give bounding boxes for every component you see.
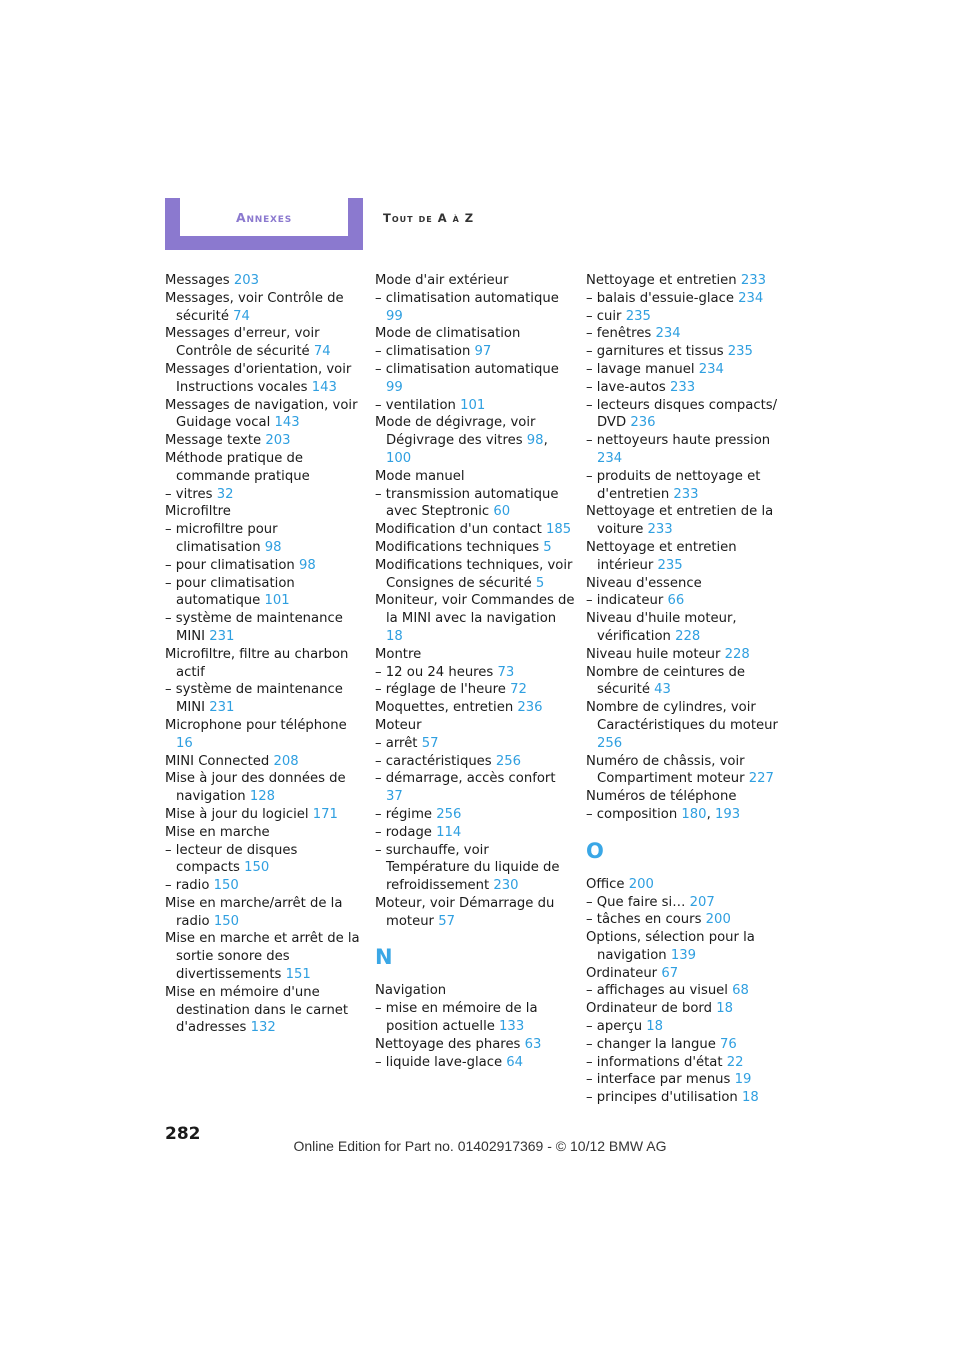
- page-link[interactable]: 18: [386, 628, 403, 644]
- page-link[interactable]: 236: [630, 415, 656, 431]
- index-entry-text: Mise à jour du logiciel: [165, 806, 309, 822]
- page-link[interactable]: 228: [724, 646, 750, 662]
- index-entry-text: Microfiltre: [165, 504, 231, 520]
- index-entry-text: Navigation: [375, 983, 447, 999]
- index-entry: [586, 272, 786, 290]
- index-entry-text: – système de maintenance MINI: [165, 682, 343, 716]
- index-entry-text: – système de maintenance MINI: [165, 611, 343, 644]
- page-link[interactable]: 139: [670, 947, 696, 963]
- page-link[interactable]: 235: [657, 557, 683, 573]
- page-link[interactable]: 256: [436, 806, 462, 822]
- index-entry: [165, 450, 365, 486]
- index-entry-text: – informations d'état: [586, 1054, 723, 1070]
- index-entry-text: – balais d'essuie-glace: [586, 290, 734, 306]
- index-entry-text: Modifications techniques, voir Consignes de sécurité: [375, 557, 573, 591]
- index-entry: [375, 681, 575, 699]
- index-entry-text: Mise en mémoire d'une destination dans le carnet d'adresses: [165, 984, 349, 1036]
- index-entry: [586, 788, 786, 806]
- page-link[interactable]: 57: [438, 913, 455, 929]
- index-entry-text: Niveau d'essence: [586, 575, 702, 591]
- page-link[interactable]: 235: [727, 344, 753, 360]
- index-entry: [586, 308, 786, 326]
- page-link[interactable]: 64: [506, 1054, 524, 1070]
- index-entry-text: – vitres: [165, 486, 213, 502]
- page-link[interactable]: 19: [734, 1072, 752, 1088]
- index-entry-text: Mise à jour des données de navigation: [165, 771, 346, 805]
- index-entry: [586, 876, 786, 894]
- index-entry: [165, 824, 365, 842]
- index-entry: [375, 699, 575, 717]
- index-letter-heading: N: [375, 945, 393, 970]
- index-entry-text: – rodage: [375, 824, 432, 840]
- index-entry-text: Mise en marche: [165, 824, 270, 840]
- index-entry-text: Méthode pratique de commande pratique: [165, 450, 310, 484]
- index-entry-text: – caractéristiques: [375, 753, 492, 769]
- index-entry-text: Niveau d'huile moteur, vérification: [586, 611, 737, 644]
- index-entry-text: – affichages au visuel: [586, 983, 728, 999]
- index-entry-text: Mise en marche et arrêt de la sortie sonore des divertissements: [165, 931, 360, 983]
- index-entry-text: Moteur, voir Démarrage du moteur: [375, 895, 555, 929]
- page-link[interactable]: 228: [675, 628, 701, 644]
- index-entry-text: – surchauffe, voir Température du liquide de refroidissement: [375, 842, 560, 894]
- page-link[interactable]: 74: [233, 308, 250, 324]
- index-entry-text: – tâches en cours: [586, 912, 702, 928]
- page-link[interactable]: 193: [714, 806, 741, 822]
- page-link[interactable]: 233: [669, 379, 696, 395]
- index-entry: [375, 735, 575, 753]
- index-entry: [586, 911, 786, 929]
- page-link[interactable]: 98: [298, 557, 316, 573]
- index-entry-text: – climatisation automatique: [375, 361, 559, 377]
- index-entry-text: Options, sélection pour la navigation: [586, 930, 755, 963]
- page-link[interactable]: 32: [216, 486, 234, 502]
- index-entry: [165, 930, 365, 983]
- index-entry-text: – réglage de l'heure: [375, 682, 506, 698]
- index-entry: [165, 895, 365, 931]
- index-entry: [375, 272, 575, 290]
- index-entry: [165, 272, 365, 290]
- page-link[interactable]: 99: [386, 379, 403, 395]
- index-entry-text: – lecteurs disques compacts/ DVD: [586, 397, 778, 431]
- index-entry: [586, 1018, 786, 1036]
- page-link[interactable]: 231: [209, 700, 235, 716]
- index-entry: [375, 539, 575, 557]
- index-entry: [375, 895, 575, 931]
- page-link[interactable]: 236: [517, 700, 543, 716]
- index-entry-text: Moteur: [375, 717, 422, 733]
- index-entry-text: – cuir: [586, 308, 622, 324]
- index-entry-text: – changer la langue: [586, 1036, 716, 1052]
- page-link[interactable]: 233: [673, 486, 699, 502]
- index-entry-text: MINI Connected: [165, 753, 270, 769]
- page-link[interactable]: 63: [524, 1036, 542, 1052]
- index-entry-text: Nettoyage et entretien intérieur: [586, 539, 737, 573]
- index-entry-text: Ordinateur: [586, 965, 658, 981]
- index-entry-text: Nettoyage et entretien de la voiture: [586, 504, 774, 538]
- index-entry: [165, 486, 365, 504]
- page-link[interactable]: 234: [698, 361, 724, 377]
- page-link[interactable]: 150: [213, 878, 239, 894]
- index-entry: [375, 1036, 575, 1054]
- index-entry: [586, 1071, 786, 1089]
- page-link[interactable]: 97: [474, 344, 492, 360]
- index-entry-text: Niveau huile moteur: [586, 646, 721, 662]
- index-entry-text: Nettoyage et entretien: [586, 273, 737, 288]
- index-entry-text: – microfiltre pour climatisation: [165, 522, 278, 555]
- index-entry: [586, 1036, 786, 1054]
- index-entry: [165, 361, 365, 397]
- section-title: Tout de A à Z: [383, 211, 475, 225]
- index-entry-text: – composition: [586, 806, 678, 822]
- page-link[interactable]: 200: [705, 912, 731, 928]
- index-entry: [586, 1000, 786, 1018]
- page-link[interactable]: 60: [493, 504, 511, 520]
- page-link[interactable]: 68: [732, 983, 749, 999]
- page-link[interactable]: 37: [386, 789, 403, 805]
- index-entry-text: Modifications techniques: [375, 539, 540, 555]
- index-entry-text: Microfiltre, filtre au charbon actif: [165, 646, 349, 680]
- index-entry-text: – pour climatisation automatique: [165, 575, 295, 609]
- index-entry: [375, 770, 575, 806]
- index-entry: [165, 432, 365, 450]
- index-entry: [586, 397, 786, 433]
- index-entry-text: – mise en mémoire de la position actuelle: [375, 1001, 538, 1035]
- index-entry: [375, 592, 575, 645]
- page-link[interactable]: 256: [597, 735, 623, 751]
- page-link[interactable]: 207: [689, 894, 715, 910]
- chapter-tab-label: Annexes: [235, 209, 293, 225]
- page-link[interactable]: 22: [726, 1054, 744, 1070]
- index-entry-text: – produits de nettoyage et d'entretien: [586, 468, 761, 502]
- index-entry: [375, 664, 575, 682]
- index-entry-text: Mode de dégivrage, voir Dégivrage des vitres: [375, 415, 536, 449]
- index-entry: [586, 894, 786, 912]
- index-entry-text: Message texte: [165, 433, 262, 449]
- index-entry: [165, 806, 365, 824]
- index-entry-text: Mode manuel: [375, 468, 465, 484]
- index-entry-text: Moniteur, voir Commandes de la MINI avec la navigation: [375, 593, 575, 627]
- index-entry-text: – arrêt: [375, 735, 418, 751]
- index-entry-text: Numéro de châssis, voir Compartiment moteur: [586, 753, 745, 787]
- chapter-tab: [165, 198, 363, 250]
- page-link[interactable]: 101: [264, 593, 290, 609]
- index-entry-text: Mise en marche/arrêt de la radio: [165, 895, 343, 929]
- index-entry-text: Messages, voir Contrôle de sécurité: [165, 290, 344, 324]
- index-entry-text: Nombre de cylindres, voir Caractéristiques du moteur: [586, 700, 778, 733]
- index-entry-text: Messages: [165, 273, 230, 288]
- index-entry-text: – fenêtres: [586, 326, 652, 342]
- index-entry: [375, 982, 575, 1000]
- index-entry-text: – aperçu: [586, 1019, 643, 1035]
- page-link[interactable]: 100: [386, 450, 412, 466]
- index-entry-text: Mode d'air extérieur: [375, 273, 509, 288]
- index-entry: [165, 770, 365, 806]
- page-link[interactable]: 128: [249, 789, 275, 805]
- page-link[interactable]: 171: [312, 806, 338, 822]
- page-link[interactable]: 233: [647, 522, 673, 538]
- page-link[interactable]: 233: [740, 273, 766, 288]
- index-entry-text: – lavage manuel: [586, 361, 695, 377]
- index-entry: [586, 290, 786, 308]
- chapter-tab-inner: [180, 198, 348, 236]
- page-link[interactable]: 230: [493, 878, 519, 894]
- index-entry: [165, 521, 365, 557]
- index-entry: [375, 1054, 575, 1072]
- page-link[interactable]: 227: [748, 771, 774, 787]
- index-entry-text: – transmission automatique avec Steptronic: [375, 486, 559, 520]
- index-entry: [586, 325, 786, 343]
- index-entry: [586, 432, 786, 468]
- page-link[interactable]: 132: [250, 1020, 276, 1036]
- index-entry: [586, 575, 786, 593]
- index-entry: [165, 397, 365, 433]
- page-link[interactable]: 73: [497, 664, 515, 680]
- index-entry: [375, 397, 575, 415]
- index-entry-text: Messages d'erreur, voir Contrôle de sécurité: [165, 326, 320, 360]
- page-link[interactable]: 18: [742, 1090, 759, 1106]
- page-link[interactable]: 234: [738, 290, 764, 306]
- index-column-1: [165, 272, 365, 1037]
- index-entry-text: – garnitures et tissus: [586, 344, 724, 360]
- index-entry: [165, 717, 365, 753]
- index-entry-text: – principes d'utilisation: [586, 1090, 738, 1106]
- footer-text: Online Edition for Part no. 01402917369 - © 10/12 BMW AG: [293, 1138, 667, 1154]
- page-link[interactable]: 231: [209, 628, 235, 644]
- index-entry: [165, 984, 365, 1037]
- index-column-3: [586, 272, 786, 1107]
- page-link[interactable]: 234: [597, 450, 623, 466]
- page-link[interactable]: 235: [625, 308, 651, 324]
- index-entry-text: – climatisation: [375, 344, 471, 360]
- index-entry: [375, 753, 575, 771]
- index-entry: Mode de dégivrage, voir Dégivrage des vitres 98, 100: [375, 415, 548, 466]
- index-entry: [165, 753, 365, 771]
- page-link[interactable]: 57: [421, 735, 439, 751]
- index-entry-text: – 12 ou 24 heures: [375, 664, 494, 680]
- page-link[interactable]: 101: [460, 397, 486, 413]
- page-link[interactable]: 143: [274, 415, 300, 431]
- index-entry: [165, 575, 365, 611]
- index-entry: [375, 646, 575, 664]
- page-link[interactable]: 18: [716, 1001, 733, 1017]
- page-link[interactable]: 151: [285, 967, 311, 983]
- index-entry: [375, 557, 575, 593]
- page-link[interactable]: 203: [265, 433, 291, 449]
- index-entry-text: – lave-autos: [586, 379, 666, 395]
- index-entry-text: Mode de climatisation: [375, 326, 521, 342]
- index-entry: [375, 717, 575, 735]
- page-link[interactable]: 208: [273, 753, 299, 769]
- index-entry-text: Numéros de téléphone: [586, 789, 737, 805]
- page-link[interactable]: 43: [654, 682, 671, 698]
- index-entry-text: – Que faire si…: [586, 894, 686, 910]
- page-link[interactable]: 72: [510, 682, 527, 698]
- index-entry-text: – nettoyeurs haute pression: [586, 433, 771, 449]
- index-entry: [375, 806, 575, 824]
- page-link[interactable]: 76: [720, 1036, 737, 1052]
- page-link[interactable]: 114: [436, 824, 462, 840]
- index-entry: [375, 343, 575, 361]
- index-entry-text: – indicateur: [586, 593, 664, 609]
- index-entry: [586, 1054, 786, 1072]
- index-entry: [586, 929, 786, 965]
- index-entry: [586, 379, 786, 397]
- index-entry-text: Modification d'un contact: [375, 522, 542, 538]
- index-entry: [586, 753, 786, 789]
- index-entry: [586, 982, 786, 1000]
- page-link[interactable]: 5: [543, 539, 552, 555]
- page-link[interactable]: 18: [646, 1019, 664, 1035]
- index-entry: [375, 468, 575, 486]
- index-entry: [586, 468, 786, 504]
- page-link[interactable]: 99: [386, 308, 403, 324]
- index-entry: [375, 325, 575, 343]
- index-entry-text: Office: [586, 876, 625, 892]
- page-link[interactable]: 185: [546, 522, 572, 538]
- index-entry: [375, 842, 575, 895]
- index-entry-text: – liquide lave-glace: [375, 1054, 503, 1070]
- index-entry: [165, 503, 365, 521]
- index-entry: [586, 503, 786, 539]
- page-link[interactable]: 74: [313, 344, 331, 360]
- index-entry: [375, 521, 575, 539]
- index-entry-text: Montre: [375, 646, 422, 662]
- index-entry-text: Ordinateur de bord: [586, 1001, 712, 1017]
- index-entry-text: Nombre de ceintures de sécurité: [586, 664, 745, 698]
- index-entry-text: – lecteur de disques compacts: [165, 842, 298, 876]
- page-link[interactable]: 67: [661, 965, 679, 981]
- index-entry-text: Moquettes, entretien: [375, 700, 514, 716]
- page-link[interactable]: 150: [244, 860, 270, 876]
- index-entry-text: – régime: [375, 806, 433, 822]
- page-link[interactable]: 98: [526, 433, 544, 449]
- index-entry: [586, 343, 786, 361]
- index-entry: [586, 361, 786, 379]
- index-entry: [586, 592, 786, 610]
- page-link[interactable]: 150: [213, 913, 239, 929]
- page-link[interactable]: 133: [499, 1019, 525, 1035]
- index-entry: [375, 1000, 575, 1036]
- index-entry: [375, 290, 575, 326]
- page-link[interactable]: 180: [681, 806, 707, 822]
- index-entry-text: Messages d'orientation, voir Instructions vocales: [165, 361, 352, 395]
- index-entry: [586, 539, 786, 575]
- index-entry-text: – interface par menus: [586, 1072, 731, 1088]
- index-entry-text: Microphone pour téléphone: [165, 717, 347, 733]
- page-link[interactable]: 98: [264, 539, 282, 555]
- index-entry-text: Messages de navigation, voir Guidage vocal: [165, 397, 358, 431]
- index-entry: [586, 699, 786, 752]
- page-link[interactable]: 234: [655, 326, 681, 342]
- index-entry: [165, 557, 365, 575]
- index-entry: [165, 610, 365, 646]
- index-entry-text: Nettoyage des phares: [375, 1036, 521, 1052]
- index-entry: [586, 1089, 786, 1107]
- page-link[interactable]: 143: [311, 379, 337, 395]
- page-link[interactable]: 16: [176, 735, 193, 751]
- index-entry: [165, 290, 365, 326]
- index-entry: [586, 664, 786, 700]
- index-entry: [586, 610, 786, 646]
- index-entry: [586, 646, 786, 664]
- index-entry: [165, 646, 365, 682]
- index-entry-text: – pour climatisation: [165, 557, 295, 573]
- page-number: 282: [165, 1124, 201, 1144]
- page-link[interactable]: 203: [233, 273, 260, 288]
- index-letter-heading: O: [586, 838, 604, 863]
- index-entry-text: – radio: [165, 878, 210, 894]
- index-entry-text: – ventilation: [375, 397, 456, 413]
- index-entry: [165, 842, 365, 878]
- index-entry: [375, 486, 575, 522]
- index-entry: [165, 877, 365, 895]
- index-column-2: [375, 272, 575, 1071]
- index-entry-text: – démarrage, accès confort: [375, 771, 556, 787]
- page-link[interactable]: 66: [667, 593, 685, 609]
- index-entry: – composition 180, 193: [586, 806, 741, 822]
- page-link[interactable]: 256: [495, 753, 522, 769]
- index-entry: [375, 361, 575, 397]
- index-entry: [165, 325, 365, 361]
- index-entry-text: – climatisation automatique: [375, 290, 559, 306]
- index-entry: [586, 965, 786, 983]
- index-entry: [165, 681, 365, 717]
- index-entry: [375, 824, 575, 842]
- page-link[interactable]: 200: [628, 876, 654, 892]
- page-link[interactable]: 5: [535, 575, 545, 591]
